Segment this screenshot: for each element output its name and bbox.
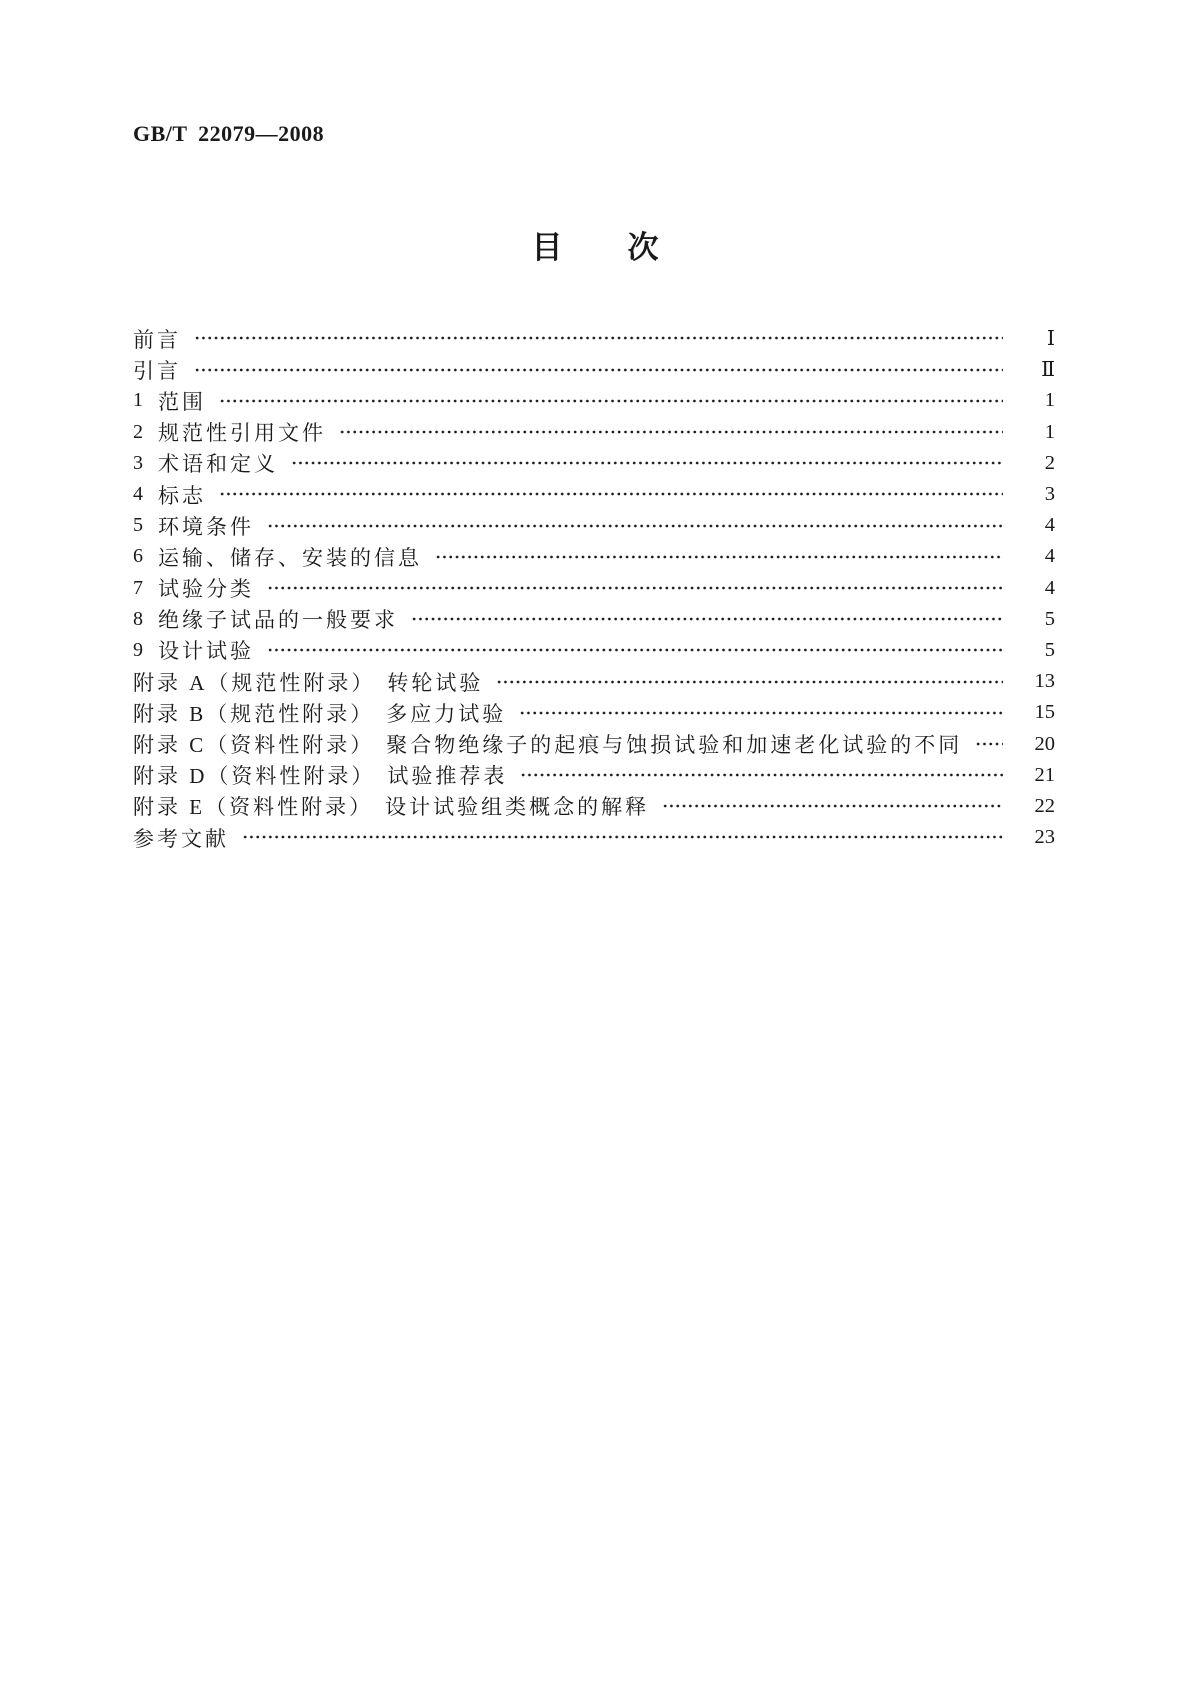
toc-entry-title: 绝缘子试品的一般要求 <box>158 608 398 633</box>
toc-title: 目 次 <box>531 230 660 265</box>
toc-entry-number: 8 <box>133 607 143 630</box>
toc-entry-title: 试验分类 <box>158 577 254 602</box>
toc-leader-dots <box>496 666 1003 697</box>
toc-entry-number: 4 <box>133 483 143 506</box>
toc-leader-dots <box>339 417 1003 448</box>
toc-entry <box>133 635 1055 666</box>
toc-entry-page-number: 3 <box>1044 483 1055 506</box>
toc-entry-page-number: Ⅰ <box>1046 328 1055 351</box>
toc-entry-title: 参考文献 <box>133 826 229 851</box>
toc-entry-title: 前言 <box>133 327 181 352</box>
toc-leader-dots <box>291 448 1003 479</box>
toc-entry <box>133 510 1055 541</box>
standard-number: GB/T 22079—2008 <box>133 121 325 146</box>
toc-entry <box>133 323 1055 354</box>
toc-entry <box>133 604 1055 635</box>
toc-entry-page-number: 13 <box>1034 670 1055 693</box>
toc-entry-appendix-label: 附录 E（资料性附录） <box>133 795 374 820</box>
toc-entry-page-number: 4 <box>1044 576 1055 599</box>
toc-entry-page-number: 21 <box>1034 763 1055 786</box>
toc-entry-page-number: 1 <box>1044 389 1055 412</box>
toc-entry <box>133 728 1055 759</box>
toc-entry-number: 6 <box>133 545 143 568</box>
toc-entry-page-number: 5 <box>1044 607 1055 630</box>
toc-entry <box>133 448 1055 479</box>
toc-entry-page-number: 5 <box>1044 638 1055 661</box>
toc-leader-dots <box>975 728 1003 759</box>
toc-entry-appendix-label: 附录 D（资料性附录） <box>133 764 376 789</box>
toc-entry-title: 设计试验 <box>158 639 254 664</box>
toc-entry-appendix-label: 附录 A（规范性附录） <box>133 670 376 695</box>
toc-entry-title: 运输、储存、安装的信息 <box>158 545 422 570</box>
toc-leader-dots <box>267 635 1003 666</box>
toc-entry-page-number: 22 <box>1034 794 1055 817</box>
toc-entry-page-number: 2 <box>1044 451 1055 474</box>
toc-entry-page-number: 4 <box>1044 545 1055 568</box>
toc-entry-title: 多应力试验 <box>386 701 507 726</box>
toc-entry <box>133 666 1055 697</box>
toc-entry-title: 环境条件 <box>158 514 254 539</box>
toc-entry <box>133 760 1055 791</box>
toc-leader-dots <box>435 541 1003 572</box>
toc-entry-number: 9 <box>133 638 143 661</box>
toc-entry-title: 试验推荐表 <box>387 764 508 789</box>
toc-entry-page-number: 20 <box>1034 732 1055 755</box>
toc-entry-page-number: 15 <box>1034 701 1055 724</box>
toc-entry <box>133 822 1055 853</box>
toc-leader-dots <box>194 354 1003 385</box>
toc-entry <box>133 479 1055 510</box>
toc-entry-number: 5 <box>133 514 143 537</box>
toc-leader-dots <box>267 573 1003 604</box>
toc-leader-dots <box>219 479 1003 510</box>
toc-entry <box>133 573 1055 604</box>
toc-entry-title: 规范性引用文件 <box>158 421 326 446</box>
toc-leader-dots <box>242 822 1003 853</box>
toc-entry-title: 聚合物绝缘子的起痕与蚀损试验和加速老化试验的不同 <box>386 733 963 758</box>
toc-entry-title: 术语和定义 <box>158 452 278 477</box>
toc-entry-page-number: 4 <box>1044 514 1055 537</box>
toc-entry-number: 1 <box>133 389 143 412</box>
toc-entry-appendix-label: 附录 C（资料性附录） <box>133 733 375 758</box>
toc-entry-number: 2 <box>133 420 143 443</box>
toc-entry <box>133 385 1055 416</box>
toc-entry <box>133 697 1055 728</box>
toc-entry <box>133 791 1055 822</box>
toc-entry-title: 引言 <box>133 358 181 383</box>
toc-entry-page-number: Ⅱ <box>1041 359 1055 382</box>
toc-entry-number: 3 <box>133 451 143 474</box>
toc-leader-dots <box>411 604 1003 635</box>
toc-entry-title: 转轮试验 <box>387 670 484 695</box>
toc-list <box>133 323 1055 853</box>
toc-leader-dots <box>520 760 1003 791</box>
toc-entry <box>133 417 1055 448</box>
toc-entry-title: 设计试验组类概念的解释 <box>385 795 650 820</box>
toc-leader-dots <box>662 791 1003 822</box>
toc-entry-title: 范围 <box>158 389 206 414</box>
toc-leader-dots <box>194 323 1003 354</box>
toc-leader-dots <box>519 697 1003 728</box>
toc-entry-page-number: 23 <box>1034 826 1055 849</box>
toc-entry <box>133 541 1055 572</box>
toc-leader-dots <box>219 385 1003 416</box>
toc-entry-title: 标志 <box>158 483 206 508</box>
toc-entry-appendix-label: 附录 B（规范性附录） <box>133 701 375 726</box>
toc-entry-number: 7 <box>133 576 143 599</box>
toc-entry-page-number: 1 <box>1044 420 1055 443</box>
toc-leader-dots <box>267 510 1003 541</box>
toc-entry <box>133 354 1055 385</box>
